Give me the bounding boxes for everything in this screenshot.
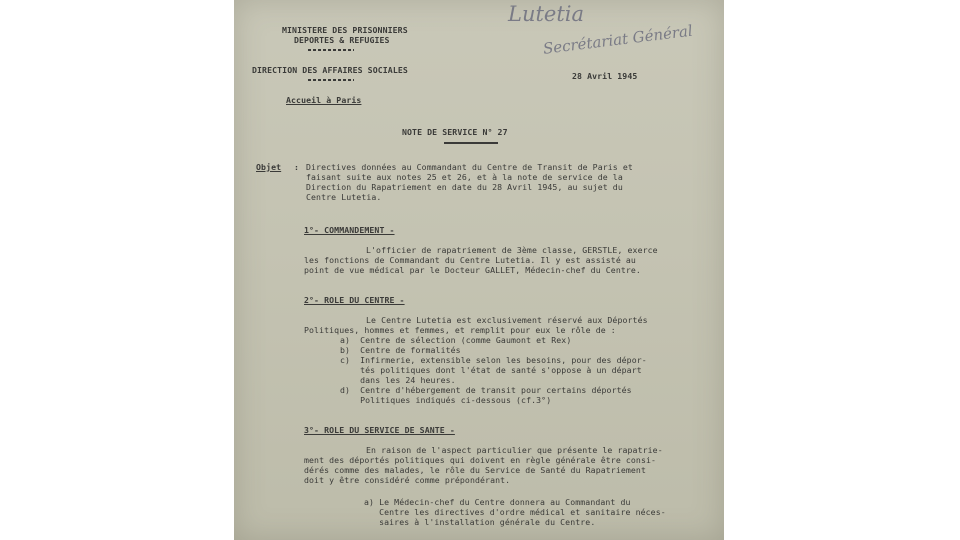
objet-line: Directives données au Commandant du Centre de Transit de Paris et bbox=[306, 162, 633, 172]
section-2-item: c) Infirmerie, extensible selon les besoins, pour des dépor- bbox=[340, 355, 647, 365]
objet-line: Centre Lutetia. bbox=[306, 192, 382, 202]
section-2-heading: 2°- ROLE DU CENTRE - bbox=[304, 295, 405, 305]
objet-line: faisant suite aux notes 25 et 26, et à la note de service de la bbox=[306, 172, 623, 182]
section-3-item: Centre les directives d'ordre médical et sanitaire néces- bbox=[364, 507, 666, 517]
section-3-line: ment des déportés politiques qui doivent en règle générale être consi- bbox=[304, 455, 657, 465]
section-2-item: b) Centre de formalités bbox=[340, 345, 461, 355]
section-3-line: dérés comme des malades, le rôle du Service de Santé du Rapatriement bbox=[304, 465, 646, 475]
header-separator-1 bbox=[308, 49, 354, 51]
section-2-item: dans les 24 heures. bbox=[340, 375, 456, 385]
ministry-line-1: MINISTERE DES PRISONNIERS bbox=[282, 25, 408, 35]
section-2-item: Politiques indiqués ci-dessous (cf.3°) bbox=[340, 395, 552, 405]
title-underline bbox=[444, 142, 498, 144]
section-2-item: a) Centre de sélection (comme Gaumont et Rex) bbox=[340, 335, 572, 345]
handwritten-lutetia: Lutetia bbox=[508, 2, 585, 26]
objet-label: Objet bbox=[256, 162, 282, 172]
section-2-line: Le Centre Lutetia est exclusivement réservé aux Déportés bbox=[366, 315, 648, 325]
note-title: NOTE DE SERVICE N° 27 bbox=[402, 127, 508, 137]
section-1-heading: 1°- COMMANDEMENT - bbox=[304, 225, 395, 235]
section-3-line: doit y être considéré comme prépondérant. bbox=[304, 475, 511, 485]
section-2-item: tés politiques dont l'état de santé s'oppose à un départ bbox=[340, 365, 642, 375]
objet-colon: : bbox=[294, 162, 300, 172]
ministry-line-2: DEPORTES & REFUGIES bbox=[294, 35, 390, 45]
document-date: 28 Avril 1945 bbox=[572, 71, 638, 81]
section-1-line: les fonctions de Commandant du Centre Lutetia. Il y est assisté au bbox=[304, 255, 636, 265]
section-3-item: saires à l'installation générale du Centre. bbox=[364, 517, 596, 527]
document-page bbox=[234, 0, 724, 540]
header-separator-2 bbox=[308, 79, 354, 81]
objet-line: Direction du Rapatriement en date du 28 Avril 1945, au sujet du bbox=[306, 182, 623, 192]
accueil-label: Accueil à Paris bbox=[286, 95, 362, 105]
section-3-heading: 3°- ROLE DU SERVICE DE SANTE - bbox=[304, 425, 455, 435]
section-3-item: a) Le Médecin-chef du Centre donnera au Commandant du bbox=[364, 497, 631, 507]
section-1-line: L'officier de rapatriement de 3ème classe, GERSTLE, exerce bbox=[366, 245, 658, 255]
section-2-line: Politiques, hommes et femmes, et remplit pour eux le rôle de : bbox=[304, 325, 616, 335]
handwritten-secretariat: Secrétariat Général bbox=[542, 21, 694, 58]
section-1-line: point de vue médical par le Docteur GALLET, Médecin-chef du Centre. bbox=[304, 265, 641, 275]
section-2-item: d) Centre d'hébergement de transit pour certains déportés bbox=[340, 385, 632, 395]
direction-title: DIRECTION DES AFFAIRES SOCIALES bbox=[252, 65, 408, 75]
section-3-line: En raison de l'aspect particulier que présente le rapatrie- bbox=[366, 445, 663, 455]
